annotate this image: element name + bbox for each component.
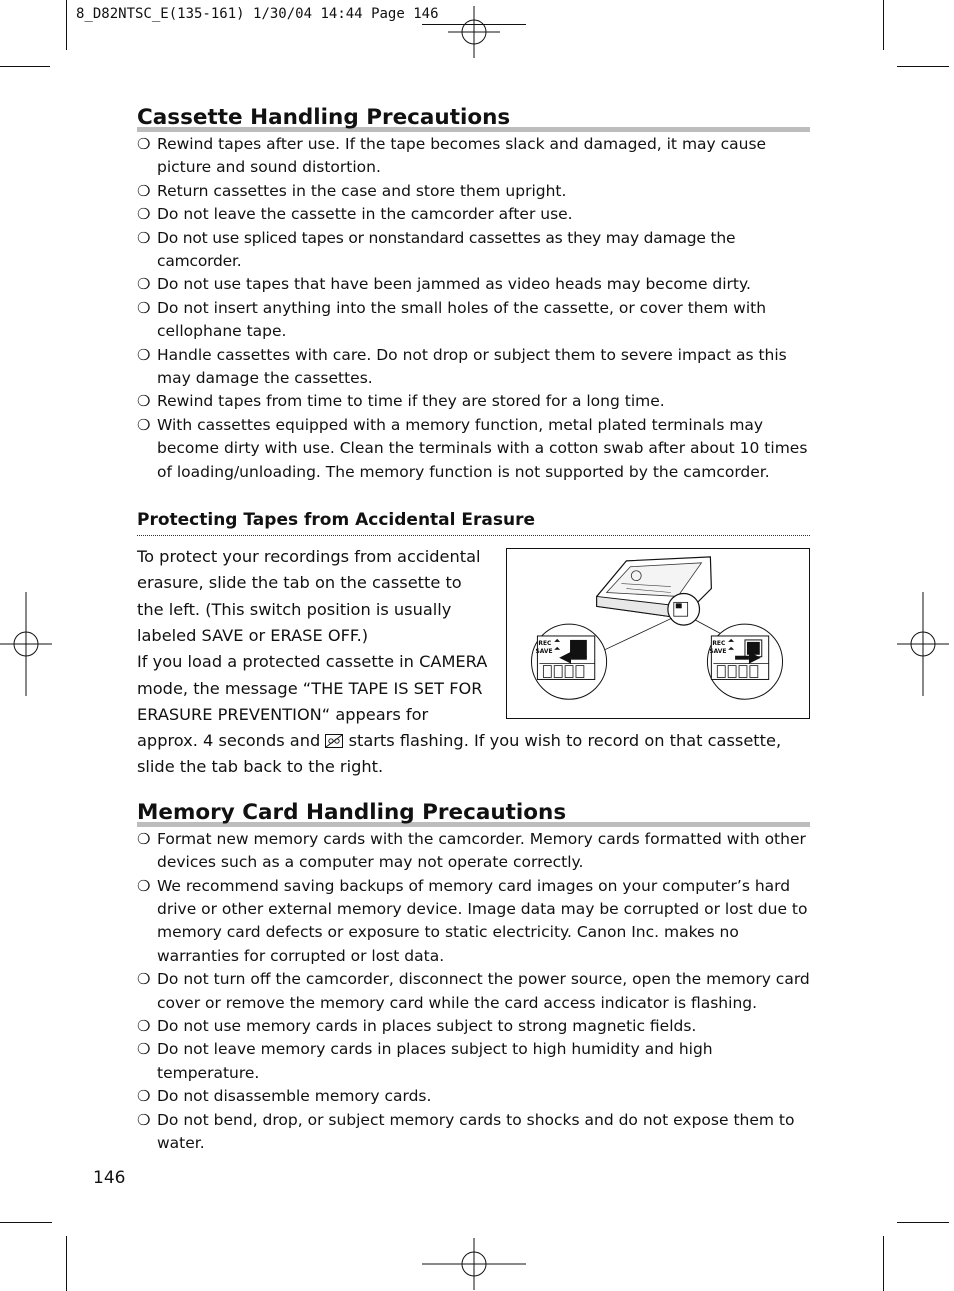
crop-mark xyxy=(883,1236,884,1291)
list-item-text: Do not use memory cards in places subject to strong magnetic fields. xyxy=(157,1017,697,1036)
erasure-text-part1: To protect your recordings from accidental erasure, slide the tab on the cassette to the left. (This switch position is usually labeled SAVE or ERASE OFF.) xyxy=(137,547,481,645)
crop-mark xyxy=(0,1222,52,1223)
section-title-text: Memory Card Handling Precautions xyxy=(137,799,567,825)
list-item xyxy=(137,968,810,1015)
list-item-text: Rewind tapes after use. If the tape becomes slack and damaged, it may cause picture and sound distortion. xyxy=(157,135,767,177)
erasure-text-part2: If you load a protected cassette in CAMERA mode, the message “THE TAPE IS SET FOR ERASURE PREVENTION“ appears for approx. 4 seconds and xyxy=(137,652,488,751)
erasure-block xyxy=(137,544,810,781)
bullet-icon: ❍ xyxy=(137,1110,151,1129)
registration-mark-bottom xyxy=(422,1238,526,1290)
list-item-text: Do not use spliced tapes or nonstandard cassettes as they may damage the camcorder. xyxy=(157,228,736,271)
crop-mark xyxy=(883,0,884,50)
list-item xyxy=(137,273,810,296)
list-item xyxy=(137,344,810,391)
list-item-text: Rewind tapes from time to time if they are stored for a long time. xyxy=(157,392,665,411)
figure-label-save-right: SAVE xyxy=(709,648,727,655)
list-item-text: Do not leave memory cards in places subject to high humidity and high temperature. xyxy=(157,1040,713,1082)
list-item xyxy=(137,133,810,180)
bullet-icon: ❍ xyxy=(137,415,151,434)
list-item xyxy=(137,297,810,344)
list-item xyxy=(137,1015,810,1038)
section-title-cassette xyxy=(137,104,810,132)
bullet-icon: ❍ xyxy=(137,135,151,153)
list-item-text: Do not turn off the camcorder, disconnect the power source, open the memory card cover or remove the memory card while the card access indicator is flashing. xyxy=(157,970,810,1012)
list-item-text: Do not disassemble memory cards. xyxy=(157,1087,432,1106)
list-item-text: Do not use tapes that have been jammed as video heads may become dirty. xyxy=(157,275,751,294)
registration-mark-right xyxy=(897,592,949,696)
bullet-icon: ❍ xyxy=(137,228,151,247)
figure-label-save-left: SAVE xyxy=(535,648,553,655)
print-page: Page 146 xyxy=(371,6,439,22)
list-item xyxy=(137,1038,810,1085)
cassette-erasure-tab-illustration xyxy=(506,548,810,719)
cassette-precautions-list xyxy=(137,133,810,484)
list-item-text: Format new memory cards with the camcorder. Memory cards formatted with other devices such as a computer may not operate correctly. xyxy=(157,829,806,872)
registration-mark-left xyxy=(0,592,52,696)
bullet-icon: ❍ xyxy=(137,970,151,989)
registration-mark-top xyxy=(448,6,500,58)
list-item-text: Handle cassettes with care. Do not drop or subject them to severe impact as this may damage the cassettes. xyxy=(157,345,787,388)
bullet-icon: ❍ xyxy=(137,876,151,895)
erasure-text-part3: starts flashing. If you wish to record on that cassette, slide the tab back to the right. xyxy=(137,731,782,777)
list-item-text: Return cassettes in the case and store them upright. xyxy=(157,181,567,200)
bullet-icon: ❍ xyxy=(137,275,151,294)
bullet-icon: ❍ xyxy=(137,829,151,848)
list-item xyxy=(137,203,810,226)
print-header xyxy=(76,6,439,22)
list-item-text: Do not insert anything into the small holes of the cassette, or cover them with cellophane tape. xyxy=(157,298,767,341)
crop-mark xyxy=(0,66,50,67)
tape-protected-icon xyxy=(325,734,343,748)
list-item xyxy=(137,390,810,413)
memory-card-precautions-list xyxy=(137,828,810,1156)
section-title-memory xyxy=(137,799,810,827)
bullet-icon: ❍ xyxy=(137,1087,151,1106)
crop-mark xyxy=(66,1236,67,1291)
bullet-icon: ❍ xyxy=(137,205,151,224)
bullet-icon: ❍ xyxy=(137,181,151,200)
bullet-icon: ❍ xyxy=(137,1040,151,1059)
bullet-icon: ❍ xyxy=(137,345,151,364)
section-title-text: Cassette Handling Precautions xyxy=(137,105,511,130)
crop-mark xyxy=(897,1222,949,1223)
crop-mark xyxy=(897,66,949,67)
list-item xyxy=(137,1085,810,1108)
list-item-text: With cassettes equipped with a memory function, metal plated terminals may become dirty with use. Clean the terminals with a cotton swab after about 10 times of loading/unloading. The memory function is not supported by the camcorder. xyxy=(157,415,808,481)
page-number: 146 xyxy=(93,1168,126,1188)
bullet-icon: ❍ xyxy=(137,298,151,317)
list-item xyxy=(137,1109,810,1156)
list-item-text: We recommend saving backups of memory card images on your computer’s hard drive or other external memory device. Image data may be corrupted or lost due to memory card defects or exposure to static electricity. Canon Inc. makes no warranties for corrupted or lost data. xyxy=(157,876,808,965)
bullet-icon: ❍ xyxy=(137,1017,151,1036)
crop-mark xyxy=(66,0,67,50)
list-item xyxy=(137,180,810,203)
figure-label-rec-right: REC xyxy=(712,640,726,647)
print-date: 1/30/04 xyxy=(253,6,313,22)
list-item-text: Do not leave the cassette in the camcorder after use. xyxy=(157,205,573,224)
list-item xyxy=(137,828,810,875)
list-item xyxy=(137,227,810,274)
print-file: 8_D82NTSC_E(135-161) xyxy=(76,6,245,22)
print-time: 14:44 xyxy=(320,6,363,22)
list-item-text: Do not bend, drop, or subject memory cards to shocks and do not expose them to water. xyxy=(157,1110,795,1153)
bullet-icon: ❍ xyxy=(137,392,151,411)
figure-label-rec-left: REC xyxy=(538,640,552,647)
subsection-title-erasure: Protecting Tapes from Accidental Erasure xyxy=(137,508,810,536)
page-content xyxy=(137,104,810,1155)
list-item xyxy=(137,414,810,484)
list-item xyxy=(137,875,810,969)
